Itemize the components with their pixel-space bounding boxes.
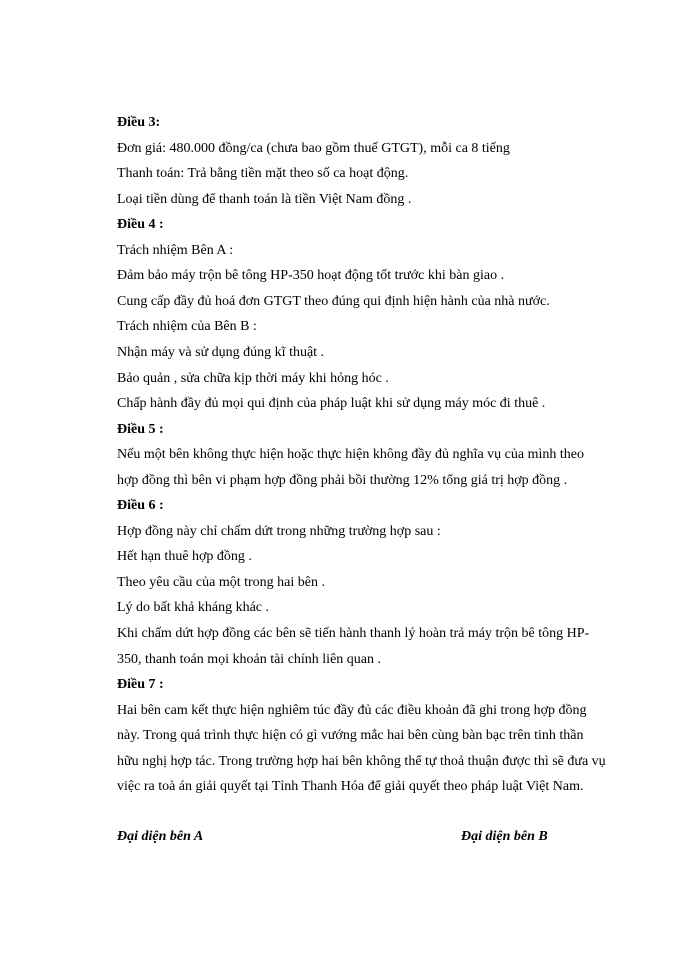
signature-party-b: Đại diện bên B: [461, 829, 548, 844]
article-5-line-2: hợp đồng thì bên vi phạm hợp đồng phải bồi thường 12% tổng giá trị hợp đồng .: [117, 473, 568, 488]
article-3-heading: Điều 3:: [117, 115, 161, 130]
article-7-line-2: này. Trong quá trình thực hiện có gì vướng mắc hai bên cùng bàn bạc trên tinh thần: [117, 728, 584, 743]
article-6-line-2: Hết hạn thuê hợp đồng .: [117, 549, 252, 564]
article-3-line-2: Thanh toán: Trả bằng tiền mặt theo số ca hoạt động.: [117, 166, 409, 181]
article-4-heading: Điều 4 :: [117, 217, 164, 232]
article-6-heading: Điều 6 :: [117, 498, 164, 513]
article-7-line-4: việc ra toà án giải quyết tại Tỉnh Thanh Hóa để giải quyết theo pháp luật Việt Nam.: [117, 779, 584, 794]
article-4-line-2: Đảm bảo máy trộn bê tông HP-350 hoạt động tốt trước khi bàn giao .: [117, 268, 505, 283]
article-6-line-4: Lý do bất khả kháng khác .: [117, 600, 270, 615]
article-6-line-6: 350, thanh toán mọi khoản tài chính liên quan .: [117, 652, 382, 667]
article-5-line-1: Nếu một bên không thực hiện hoặc thực hiện không đầy đủ nghĩa vụ của mình theo: [117, 447, 584, 462]
article-7-line-1: Hai bên cam kết thực hiện nghiêm túc đầy đủ các điều khoản đã ghi trong hợp đồng: [117, 703, 587, 718]
article-4-line-6: Bảo quản , sửa chữa kịp thời máy khi hỏng hóc .: [117, 371, 389, 386]
article-7-line-3: hữu nghị hợp tác. Trong trường hợp hai bên không thể tự thoả thuận được thì sẽ đưa vụ: [117, 754, 606, 769]
signature-party-a: Đại diện bên A: [117, 829, 204, 844]
article-4-line-4: Trách nhiệm của Bên B :: [117, 319, 257, 334]
article-6-line-1: Hợp đồng này chỉ chấm dứt trong những trường hợp sau :: [117, 524, 441, 539]
article-6-line-5: Khi chấm dứt hợp đồng các bên sẽ tiến hành thanh lý hoàn trả máy trộn bê tông HP-: [117, 626, 590, 641]
article-5-heading: Điều 5 :: [117, 422, 164, 437]
article-4-line-5: Nhận máy và sử dụng đúng kĩ thuật .: [117, 345, 325, 360]
article-4-line-7: Chấp hành đầy đủ mọi qui định của pháp luật khi sử dụng máy móc đi thuê .: [117, 396, 546, 411]
article-4-line-1: Trách nhiệm Bên A :: [117, 243, 234, 258]
article-3-line-1: Đơn giá: 480.000 đồng/ca (chưa bao gồm thuế GTGT), mỗi ca 8 tiếng: [117, 141, 510, 156]
article-6-line-3: Theo yêu cầu của một trong hai bên .: [117, 575, 325, 590]
article-3-line-3: Loại tiền dùng để thanh toán là tiền Việt Nam đồng .: [117, 192, 412, 207]
article-4-line-3: Cung cấp đầy đủ hoá đơn GTGT theo đúng qui định hiện hành của nhà nước.: [117, 294, 550, 309]
article-7-heading: Điều 7 :: [117, 677, 164, 692]
